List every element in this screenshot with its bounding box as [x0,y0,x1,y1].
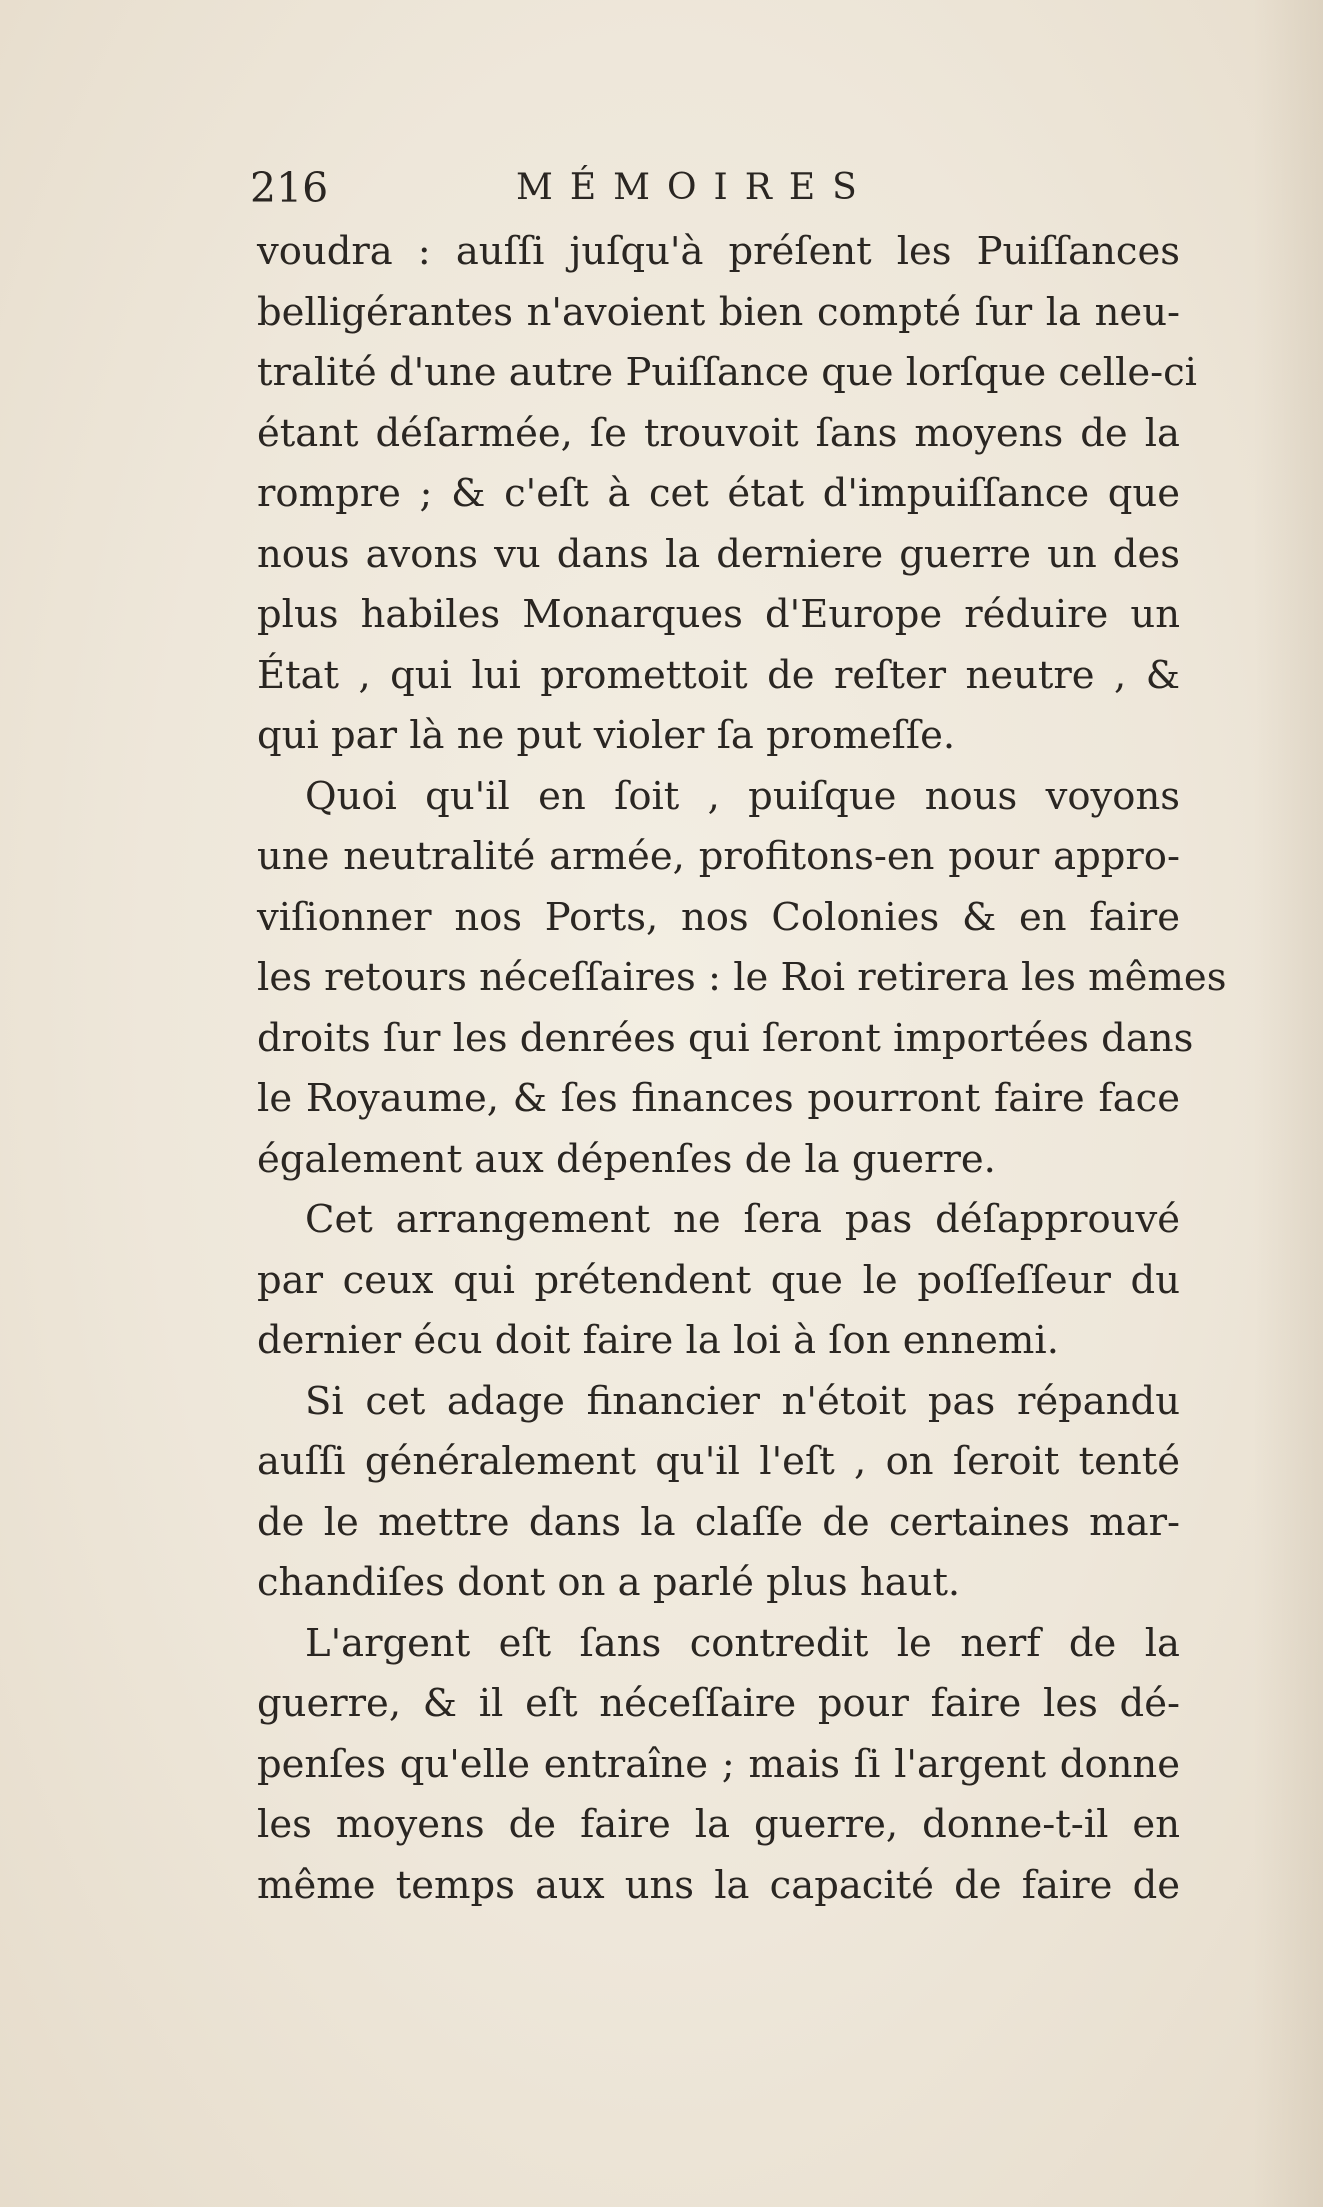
text-line: rompre ; & c'eſt à cet état d'impuiſſance que [257,471,1180,516]
page-number: 216 [250,164,329,212]
text-line: plus habiles Monarques d'Europe réduire un [257,592,1180,637]
text-line: qui par là ne put violer ſa promeſſe. [257,713,956,758]
text-line: les moyens de faire la guerre, donne-t-il en [257,1802,1180,1847]
text-line: État , qui lui promettoit de reſter neutre , & [257,652,1180,698]
text-line: le Royaume, & ſes finances pourront faire face [257,1076,1180,1121]
text-line: droits ſur les denrées qui ſeront importées dans [257,1015,1194,1061]
text-line: Cet arrangement ne ſera pas déſapprouvé [305,1197,1180,1242]
page-edge-shadow [1253,0,1323,2207]
text-line: par ceux qui prétendent que le poſſeſſeur du [257,1257,1180,1303]
text-line: de le mettre dans la claſſe de certaines mar- [257,1499,1180,1545]
text-line: chandiſes dont on a parlé plus haut. [257,1560,961,1605]
running-title: MÉMOIRES [516,167,874,208]
text-line: guerre, & il eſt néceſſaire pour faire les dé- [257,1681,1180,1726]
text-line: belligérantes n'avoient bien compté ſur la neu- [257,289,1180,335]
text-line: voudra : auſſi juſqu'à préſent les Puiſſances [257,229,1180,274]
text-line: même temps aux uns la capacité de faire de [257,1862,1180,1908]
text-line: penſes qu'elle entraîne ; mais ſi l'argent donne [257,1741,1180,1787]
text-line: les retours néceſſaires : le Roi retirera les mêmes [257,955,1227,1000]
text-line: nous avons vu dans la derniere guerre un des [257,531,1180,577]
body-text [257,222,1227,1916]
text-line: viſionner nos Ports, nos Colonies & en faire [257,894,1180,940]
text-line: tralité d'une autre Puiſſance que lorſque celle-ci [257,350,1197,395]
text-line: Si cet adage financier n'étoit pas répandu [305,1378,1180,1424]
text-line: Quoi qu'il en ſoit , puiſque nous voyons [305,773,1180,819]
text-line: également aux dépenſes de la guerre. [257,1136,996,1182]
running-head [250,158,950,218]
text-line: une neutralité armée, profitons-en pour appro- [257,834,1180,879]
text-line: L'argent eſt ſans contredit le nerf de la [305,1620,1180,1666]
text-line: dernier écu doit faire la loi à ſon ennemi. [257,1318,1059,1363]
text-line: étant déſarmée, ſe trouvoit ſans moyens de la [257,410,1180,456]
text-line: auſſi généralement qu'il l'eſt , on ſeroit tenté [257,1439,1180,1484]
